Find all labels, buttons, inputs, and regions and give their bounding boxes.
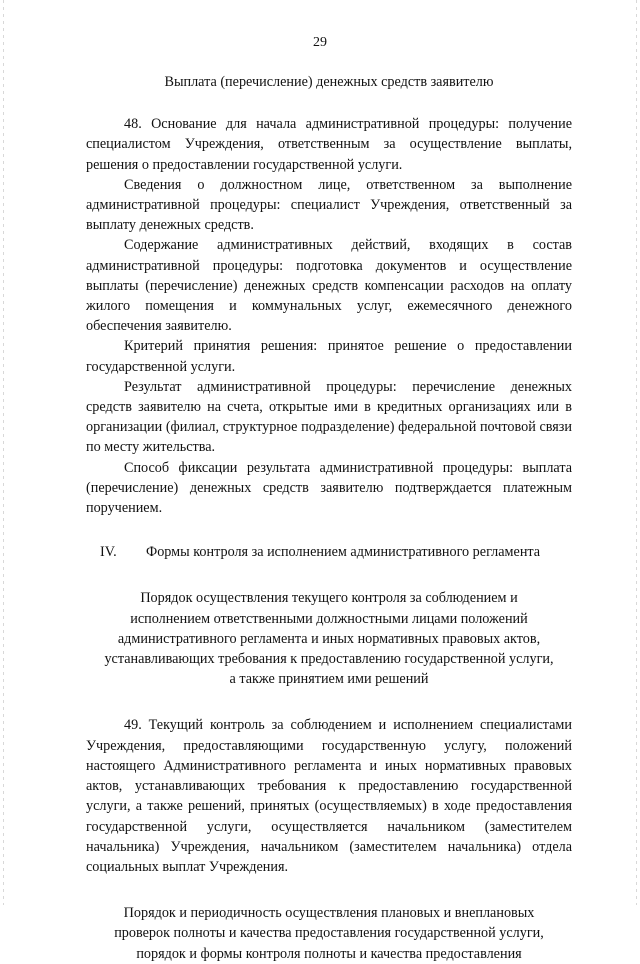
section-iv-number: IV. [100, 544, 117, 561]
page-number: 29 [313, 35, 327, 50]
current-control-heading-line: устанавливающих требования к предоставлению государственной услуги, [104, 651, 554, 668]
periodicity-heading-line: проверок полноты и качества предоставления государственной услуги, [114, 925, 544, 942]
section-iv-text: Формы контроля за исполнением административного регламента [146, 544, 541, 561]
paragraph-49: 49. Текущий контроль за соблюдением и исполнением специалистами Учреждения, предоставляющими государственную услугу, положений настоящего Административного регламента и иных нормативных правовых актов, устанавливающих требования к предоставлению государственной услуги, а также решений, принятых (осуществляемых) в ходе предоставления государственной услуги, осуществляется начальником (заместителем начальника) Учреждения, начальником (заместителем начальника) отдела социальных выплат Учреждения. [86, 717, 572, 875]
paragraph-48-official: Сведения о должностном лице, ответственном за выполнение административной процедуры: специалист Учреждения, ответственный за выплату денежных средств. [86, 176, 572, 234]
document-body [86, 72, 572, 964]
periodicity-heading [86, 903, 572, 964]
paragraph-48-result: Результат административной процедуры: перечисление денежных средств заявителю на счета, открытые ими в кредитных организациях или в организации (филиал, структурное подразделение) федеральной почтовой связи по месту жительства. [86, 378, 572, 456]
periodicity-heading-line: порядок и формы контроля полноты и качества предоставления [136, 945, 522, 962]
current-control-heading [86, 588, 572, 689]
scan-edge-left [3, 0, 4, 905]
current-control-heading-line: Порядок осуществления текущего контроля за соблюдением и [140, 590, 518, 607]
paragraph-48-criterion: Критерий принятия решения: принятое решение о предоставлении государственной услуги. [86, 338, 572, 375]
current-control-heading-line: исполнением ответственными должностными лицами положений [130, 610, 528, 627]
spacer [86, 689, 572, 715]
spacer [86, 518, 572, 542]
paragraph-48-fixation: Способ фиксации результата административной процедуры: выплата (перечисление) денежных средств заявителю подтверждается платежным поручением. [86, 459, 572, 517]
payment-heading: Выплата (перечисление) денежных средств заявителю [164, 74, 494, 90]
spacer [86, 877, 572, 903]
paragraph-48-basis: 48. Основание для начала административной процедуры: получение специалистом Учреждения, ответственным за осуществление выплаты, решения о предоставлении государственной услуги. [86, 116, 572, 173]
current-control-heading-line: административного регламента и иных нормативных правовых актов, [117, 630, 541, 647]
current-control-heading-line: а также принятием ими решений [229, 671, 429, 688]
section-iv-title [86, 542, 572, 562]
spacer [86, 92, 572, 114]
spacer [86, 562, 572, 588]
paragraph-48-content: Содержание административных действий, входящих в состав административной процедуры: подготовка документов и осуществление выплаты (перечисление) денежных средств компенсации расходов на оплату жилого помещения и коммунальных услуг, ежемесячного денежного обеспечения заявителю. [86, 237, 572, 335]
scan-edge-right [636, 0, 637, 905]
periodicity-heading-line: Порядок и периодичность осуществления плановых и внеплановых [123, 905, 535, 922]
